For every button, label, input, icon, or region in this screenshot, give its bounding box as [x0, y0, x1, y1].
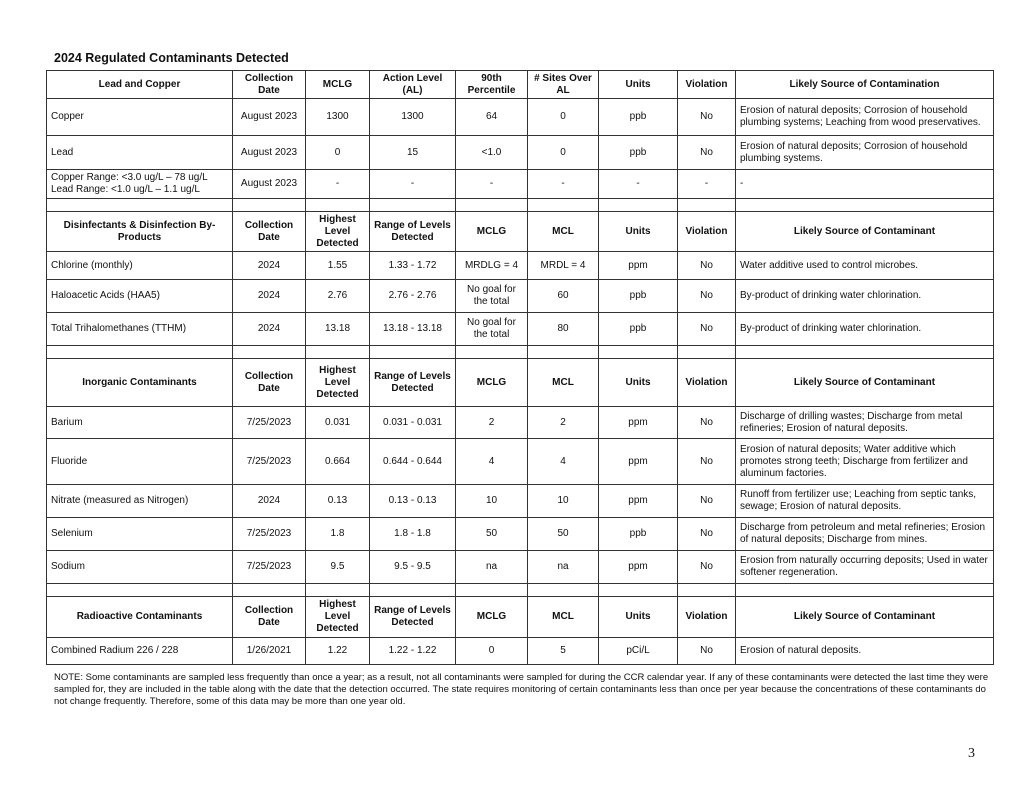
section-header-row: [47, 71, 994, 99]
header-collection-date: Collection Date: [233, 212, 306, 252]
cell-col4: 0.031 - 0.031: [370, 407, 456, 439]
page-title: 2024 Regulated Contaminants Detected: [54, 51, 289, 65]
cell-units: ppb: [599, 518, 678, 551]
contaminants-table: [46, 70, 994, 665]
copper-range: Copper Range: <3.0 ug/L – 78 ug/L: [51, 172, 208, 183]
cell-contaminant: Fluoride: [47, 439, 233, 485]
cell-col6: na: [528, 551, 599, 584]
cell-col5: 10: [456, 485, 528, 518]
spacer-cell: [599, 346, 678, 359]
header-col5: MCLG: [456, 359, 528, 407]
header-col6: MCL: [528, 597, 599, 638]
spacer-cell: [47, 346, 233, 359]
header-units: Units: [599, 359, 678, 407]
cell-collection-date: 2024: [233, 252, 306, 280]
cell-violation: No: [678, 280, 736, 313]
spacer-cell: [306, 199, 370, 212]
spacer-cell: [370, 584, 456, 597]
cell-contaminant: Combined Radium 226 / 228: [47, 638, 233, 665]
cell-units: -: [599, 170, 678, 199]
header-col4: Range of Levels Detected: [370, 212, 456, 252]
cell-collection-date: 2024: [233, 313, 306, 346]
cell-col4: 15: [370, 136, 456, 170]
header-contaminant: Disinfectants & Disinfection By-Products: [47, 212, 233, 252]
cell-source: By-product of drinking water chlorination.: [736, 280, 994, 313]
cell-units: pCi/L: [599, 638, 678, 665]
cell-units: ppm: [599, 407, 678, 439]
header-col6: MCL: [528, 212, 599, 252]
cell-collection-date: 7/25/2023: [233, 407, 306, 439]
spacer-cell: [233, 199, 306, 212]
cell-col6: MRDL = 4: [528, 252, 599, 280]
table-row: [47, 551, 994, 584]
cell-col5: 4: [456, 439, 528, 485]
spacer-cell: [736, 199, 994, 212]
table-row: [47, 99, 994, 136]
cell-col3: 1.55: [306, 252, 370, 280]
cell-collection-date: 7/25/2023: [233, 551, 306, 584]
cell-col3: 9.5: [306, 551, 370, 584]
page-number: 3: [968, 746, 975, 761]
cell-col3: 0.031: [306, 407, 370, 439]
cell-violation: No: [678, 136, 736, 170]
cell-violation: No: [678, 518, 736, 551]
header-col3: MCLG: [306, 71, 370, 99]
cell-col3: 0.664: [306, 439, 370, 485]
cell-units: ppb: [599, 136, 678, 170]
cell-col3: 0.13: [306, 485, 370, 518]
cell-units: ppm: [599, 439, 678, 485]
cell-source: Discharge of drilling wastes; Discharge from metal refineries; Erosion of natural deposits.: [736, 407, 994, 439]
table-row: [47, 439, 994, 485]
header-units: Units: [599, 71, 678, 99]
header-col4: Range of Levels Detected: [370, 597, 456, 638]
header-col3: Highest Level Detected: [306, 359, 370, 407]
cell-violation: No: [678, 313, 736, 346]
cell-units: ppm: [599, 252, 678, 280]
header-source: Likely Source of Contaminant: [736, 359, 994, 407]
cell-collection-date: August 2023: [233, 170, 306, 199]
cell-contaminant: Nitrate (measured as Nitrogen): [47, 485, 233, 518]
cell-violation: -: [678, 170, 736, 199]
header-col4: Action Level (AL): [370, 71, 456, 99]
cell-col5: MRDLG = 4: [456, 252, 528, 280]
cell-source: Erosion of natural deposits.: [736, 638, 994, 665]
table-row: [47, 252, 994, 280]
cell-col4: 9.5 - 9.5: [370, 551, 456, 584]
header-col3: Highest Level Detected: [306, 597, 370, 638]
cell-contaminant: Barium: [47, 407, 233, 439]
cell-col6: 2: [528, 407, 599, 439]
cell-collection-date: 2024: [233, 280, 306, 313]
cell-col4: -: [370, 170, 456, 199]
cell-col6: 0: [528, 99, 599, 136]
spacer-cell: [736, 584, 994, 597]
cell-source: Runoff from fertilizer use; Leaching from septic tanks, sewage; Erosion of natural deposits.: [736, 485, 994, 518]
header-collection-date: Collection Date: [233, 597, 306, 638]
cell-col4: 1.22 - 1.22: [370, 638, 456, 665]
header-collection-date: Collection Date: [233, 71, 306, 99]
cell-units: ppb: [599, 313, 678, 346]
table-row: [47, 313, 994, 346]
cell-source: Erosion of natural deposits; Corrosion of household plumbing systems; Leaching from wood preservatives.: [736, 99, 994, 136]
cell-col6: 10: [528, 485, 599, 518]
spacer-cell: [233, 584, 306, 597]
cell-col3: 1.22: [306, 638, 370, 665]
cell-col4: 0.644 - 0.644: [370, 439, 456, 485]
cell-collection-date: 1/26/2021: [233, 638, 306, 665]
lead-range: Lead Range: <1.0 ug/L – 1.1 ug/L: [51, 184, 200, 195]
header-violation: Violation: [678, 597, 736, 638]
cell-col6: 4: [528, 439, 599, 485]
table-row: [47, 518, 994, 551]
header-source: Likely Source of Contamination: [736, 71, 994, 99]
cell-contaminant: Copper: [47, 99, 233, 136]
spacer-cell: [456, 584, 528, 597]
header-collection-date: Collection Date: [233, 359, 306, 407]
cell-source: Water additive used to control microbes.: [736, 252, 994, 280]
spacer-cell: [599, 199, 678, 212]
spacer-cell: [47, 199, 233, 212]
cell-source: Erosion from naturally occurring deposits; Used in water softener regeneration.: [736, 551, 994, 584]
cell-violation: No: [678, 99, 736, 136]
spacer-row: [47, 346, 994, 359]
cell-col3: 1300: [306, 99, 370, 136]
cell-col5: 2: [456, 407, 528, 439]
cell-col5: No goal for the total: [456, 313, 528, 346]
spacer-cell: [306, 584, 370, 597]
spacer-cell: [678, 346, 736, 359]
header-col5: MCLG: [456, 597, 528, 638]
cell-col3: -: [306, 170, 370, 199]
header-contaminant: Radioactive Contaminants: [47, 597, 233, 638]
header-col5: MCLG: [456, 212, 528, 252]
header-col4: Range of Levels Detected: [370, 359, 456, 407]
header-violation: Violation: [678, 359, 736, 407]
cell-col4: 1.8 - 1.8: [370, 518, 456, 551]
cell-source: -: [736, 170, 994, 199]
spacer-cell: [528, 584, 599, 597]
cell-violation: No: [678, 252, 736, 280]
cell-violation: No: [678, 439, 736, 485]
table-row: [47, 638, 994, 665]
cell-col5: <1.0: [456, 136, 528, 170]
cell-source: Discharge from petroleum and metal refineries; Erosion of natural deposits; Discharge from mines.: [736, 518, 994, 551]
table-row: [47, 407, 994, 439]
cell-source: By-product of drinking water chlorination.: [736, 313, 994, 346]
cell-col6: 5: [528, 638, 599, 665]
header-violation: Violation: [678, 212, 736, 252]
table-row: [47, 280, 994, 313]
cell-col4: 0.13 - 0.13: [370, 485, 456, 518]
cell-col3: 0: [306, 136, 370, 170]
header-units: Units: [599, 212, 678, 252]
spacer-cell: [678, 199, 736, 212]
spacer-cell: [456, 199, 528, 212]
cell-col3: 2.76: [306, 280, 370, 313]
cell-contaminant: Sodium: [47, 551, 233, 584]
spacer-cell: [370, 346, 456, 359]
cell-collection-date: 7/25/2023: [233, 439, 306, 485]
cell-col5: 64: [456, 99, 528, 136]
cell-source: Erosion of natural deposits; Water additive which promotes strong teeth; Discharge from fertilizer and aluminum factories.: [736, 439, 994, 485]
cell-contaminant: Haloacetic Acids (HAA5): [47, 280, 233, 313]
cell-col4: 1.33 - 1.72: [370, 252, 456, 280]
footnote: NOTE: Some contaminants are sampled less frequently than once a year; as a result, not all contaminants were sampled for during the CCR calendar year. If any of these contaminants were detected the last time they were sampled for, they are included in the table along with the date that the detection occurred. The state requires monitoring of certain contaminants less than once per year because the concentrations of these contaminants do not change frequently. Therefore, some of this data may be more than one year old.: [54, 672, 989, 707]
cell-col3: 13.18: [306, 313, 370, 346]
header-contaminant: Inorganic Contaminants: [47, 359, 233, 407]
cell-source: Erosion of natural deposits; Corrosion of household plumbing systems.: [736, 136, 994, 170]
spacer-cell: [528, 199, 599, 212]
cell-col5: 0: [456, 638, 528, 665]
cell-collection-date: 7/25/2023: [233, 518, 306, 551]
cell-col5: na: [456, 551, 528, 584]
header-contaminant: Lead and Copper: [47, 71, 233, 99]
cell-units: ppb: [599, 99, 678, 136]
header-col3: Highest Level Detected: [306, 212, 370, 252]
cell-units: ppm: [599, 551, 678, 584]
header-source: Likely Source of Contaminant: [736, 212, 994, 252]
spacer-row: [47, 199, 994, 212]
cell-contaminant: Chlorine (monthly): [47, 252, 233, 280]
spacer-cell: [678, 584, 736, 597]
section-header-row: [47, 212, 994, 252]
section-header-row: [47, 597, 994, 638]
cell-col6: 80: [528, 313, 599, 346]
cell-col5: 50: [456, 518, 528, 551]
cell-collection-date: 2024: [233, 485, 306, 518]
spacer-cell: [528, 346, 599, 359]
header-col5: 90th Percentile: [456, 71, 528, 99]
cell-col4: 2.76 - 2.76: [370, 280, 456, 313]
range-row: [47, 170, 994, 199]
cell-units: ppm: [599, 485, 678, 518]
spacer-cell: [370, 199, 456, 212]
header-source: Likely Source of Contaminant: [736, 597, 994, 638]
spacer-cell: [736, 346, 994, 359]
cell-col3: 1.8: [306, 518, 370, 551]
table-row: [47, 136, 994, 170]
spacer-cell: [599, 584, 678, 597]
spacer-row: [47, 584, 994, 597]
cell-violation: No: [678, 407, 736, 439]
spacer-cell: [306, 346, 370, 359]
cell-collection-date: August 2023: [233, 136, 306, 170]
cell-units: ppb: [599, 280, 678, 313]
cell-ranges: [47, 170, 233, 199]
header-col6: MCL: [528, 359, 599, 407]
cell-contaminant: Selenium: [47, 518, 233, 551]
cell-col6: 50: [528, 518, 599, 551]
cell-violation: No: [678, 485, 736, 518]
cell-col6: 0: [528, 136, 599, 170]
cell-collection-date: August 2023: [233, 99, 306, 136]
cell-col5: No goal for the total: [456, 280, 528, 313]
spacer-cell: [233, 346, 306, 359]
spacer-cell: [47, 584, 233, 597]
header-col6: # Sites Over AL: [528, 71, 599, 99]
cell-violation: No: [678, 638, 736, 665]
spacer-cell: [456, 346, 528, 359]
cell-col4: 13.18 - 13.18: [370, 313, 456, 346]
cell-contaminant: Total Trihalomethanes (TTHM): [47, 313, 233, 346]
header-violation: Violation: [678, 71, 736, 99]
section-header-row: [47, 359, 994, 407]
cell-violation: No: [678, 551, 736, 584]
cell-col6: 60: [528, 280, 599, 313]
cell-col5: -: [456, 170, 528, 199]
cell-col4: 1300: [370, 99, 456, 136]
header-units: Units: [599, 597, 678, 638]
table-row: [47, 485, 994, 518]
cell-col6: -: [528, 170, 599, 199]
cell-contaminant: Lead: [47, 136, 233, 170]
